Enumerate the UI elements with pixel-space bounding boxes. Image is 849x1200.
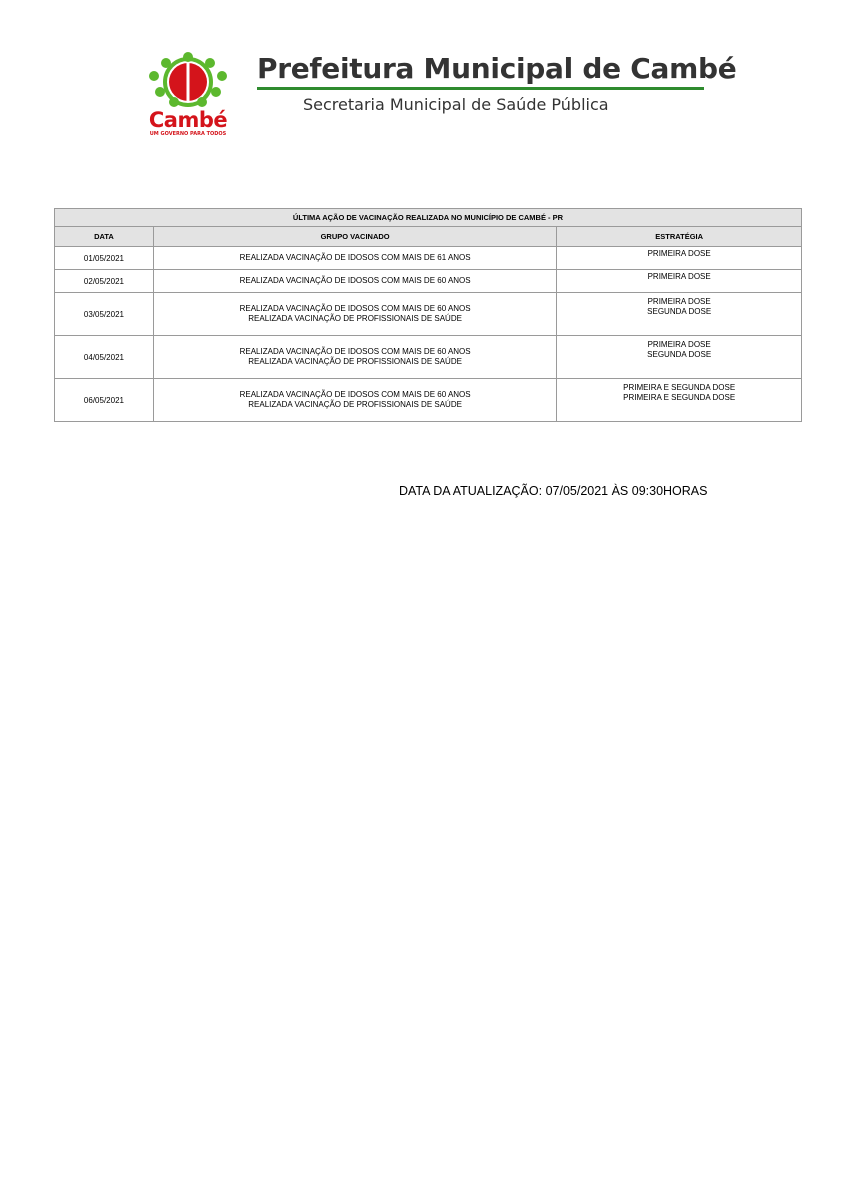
table-title: ÚLTIMA AÇÃO DE VACINAÇÃO REALIZADA NO MUNICÍPIO DE CAMBÉ - PR	[55, 209, 802, 227]
row-group	[153, 293, 556, 336]
row-strategy	[557, 336, 802, 379]
group-line: REALIZADA VACINAÇÃO DE PROFISSIONAIS DE SAÚDE	[248, 400, 462, 409]
strategy-line: PRIMEIRA E SEGUNDA DOSE	[623, 393, 736, 402]
row-date: 02/05/2021	[55, 270, 154, 293]
table-row	[55, 270, 802, 293]
cambe-logo	[140, 48, 236, 140]
row-strategy	[557, 270, 802, 293]
row-group	[153, 379, 556, 422]
table-row	[55, 379, 802, 422]
group-line: REALIZADA VACINAÇÃO DE IDOSOS COM MAIS DE 61 ANOS	[239, 253, 471, 262]
strategy-line: PRIMEIRA DOSE	[647, 297, 711, 306]
strategy-line: PRIMEIRA DOSE	[647, 340, 711, 349]
row-date: 01/05/2021	[55, 247, 154, 270]
row-strategy	[557, 293, 802, 336]
strategy-line: PRIMEIRA E SEGUNDA DOSE	[623, 383, 736, 392]
page-title: Prefeitura Municipal de Cambé	[257, 52, 737, 85]
group-line: REALIZADA VACINAÇÃO DE PROFISSIONAIS DE SAÚDE	[248, 357, 462, 366]
row-strategy	[557, 247, 802, 270]
group-line: REALIZADA VACINAÇÃO DE IDOSOS COM MAIS DE 60 ANOS	[239, 276, 471, 285]
group-line: REALIZADA VACINAÇÃO DE IDOSOS COM MAIS DE 60 ANOS	[239, 390, 471, 399]
title-divider	[257, 87, 704, 90]
group-line: REALIZADA VACINAÇÃO DE IDOSOS COM MAIS DE 60 ANOS	[239, 304, 471, 313]
table-row	[55, 293, 802, 336]
row-group	[153, 247, 556, 270]
row-date: 06/05/2021	[55, 379, 154, 422]
row-group	[153, 270, 556, 293]
table-row	[55, 336, 802, 379]
strategy-line: SEGUNDA DOSE	[647, 350, 712, 359]
row-date: 03/05/2021	[55, 293, 154, 336]
strategy-line: SEGUNDA DOSE	[647, 307, 712, 316]
group-line: REALIZADA VACINAÇÃO DE PROFISSIONAIS DE SAÚDE	[248, 314, 462, 323]
page-subtitle: Secretaria Municipal de Saúde Pública	[303, 95, 609, 114]
last-updated: DATA DA ATUALIZAÇÃO: 07/05/2021 ÀS 09:30HORAS	[399, 484, 708, 498]
strategy-line: PRIMEIRA DOSE	[647, 249, 711, 258]
row-group	[153, 336, 556, 379]
group-line: REALIZADA VACINAÇÃO DE IDOSOS COM MAIS DE 60 ANOS	[239, 347, 471, 356]
vaccination-table	[54, 208, 802, 422]
logo-slogan: UM GOVERNO PARA TODOS	[149, 131, 227, 137]
table-row	[55, 247, 802, 270]
cambe-emblem-icon	[140, 48, 236, 110]
row-date: 04/05/2021	[55, 336, 154, 379]
column-header-date: DATA	[55, 227, 154, 247]
row-strategy	[557, 379, 802, 422]
logo-wordmark: Cambé	[148, 108, 228, 132]
column-header-strategy: ESTRATÉGIA	[557, 227, 802, 247]
column-header-group: GRUPO VACINADO	[153, 227, 556, 247]
strategy-line: PRIMEIRA DOSE	[647, 272, 711, 281]
